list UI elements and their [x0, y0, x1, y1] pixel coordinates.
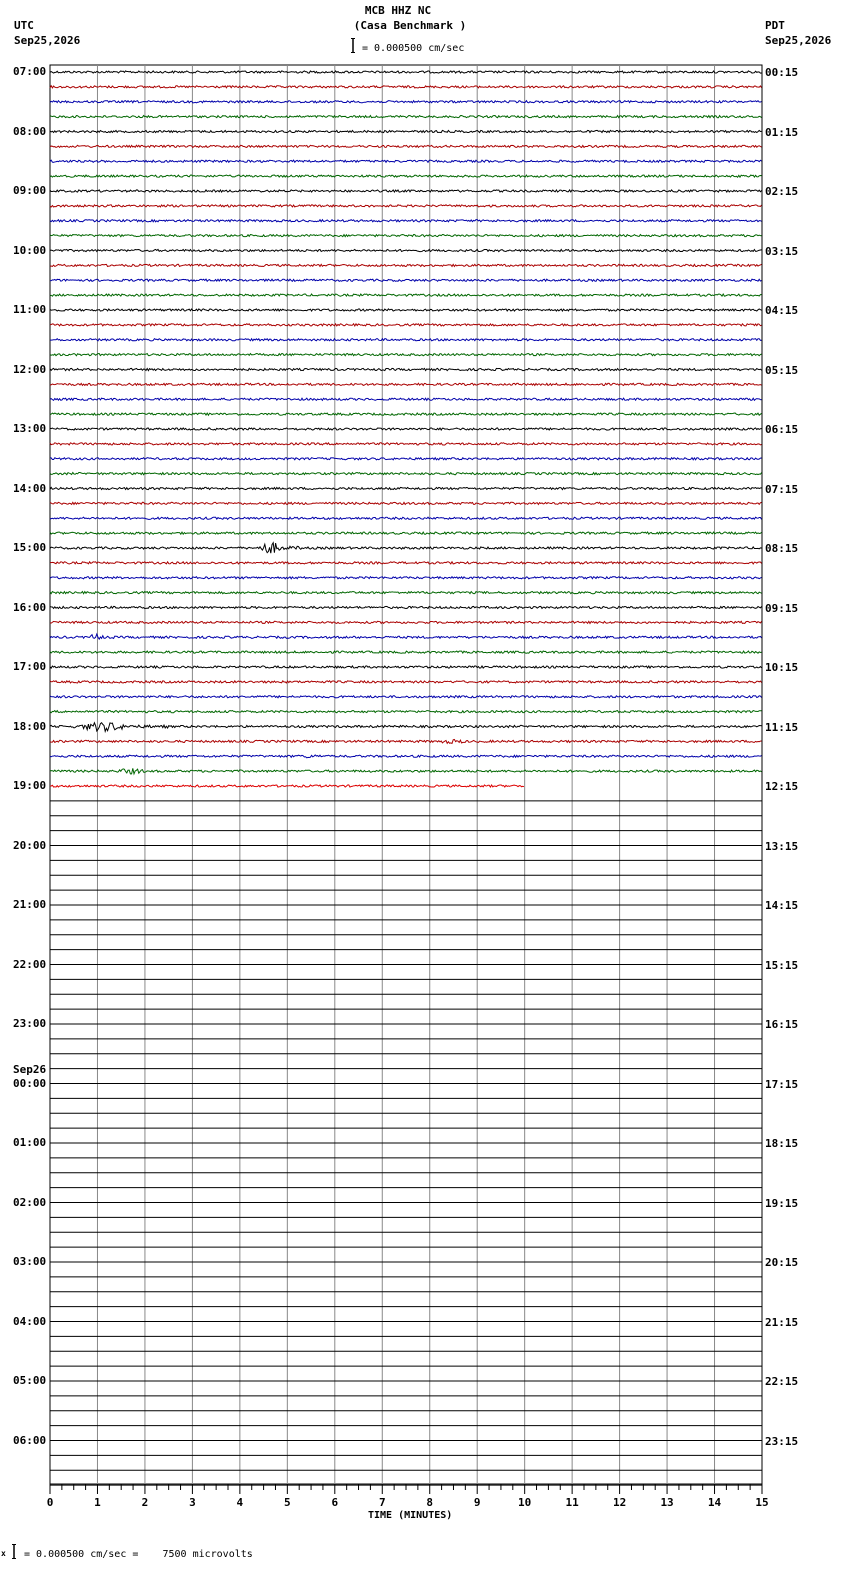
- trace-row: [50, 592, 762, 594]
- trace-row: [50, 205, 762, 207]
- pdt-hour-label: 16:15: [765, 1018, 799, 1031]
- trace-row: [50, 294, 762, 296]
- pdt-hour-label: 08:15: [765, 542, 799, 555]
- trace-row: [50, 517, 762, 519]
- station-site: (Casa Benchmark ): [353, 19, 467, 32]
- trace-row: [50, 249, 762, 251]
- trace-row: [50, 324, 762, 326]
- utc-hour-label: 02:00: [13, 1195, 47, 1209]
- utc-hour-label: 16:00: [13, 600, 47, 614]
- x-tick-label: 3: [189, 1496, 196, 1509]
- x-tick-label: 1: [94, 1496, 101, 1509]
- x-tick-label: 13: [660, 1496, 674, 1509]
- utc-hour-label: 20:00: [13, 838, 47, 852]
- x-tick-label: 9: [473, 1496, 481, 1509]
- trace-row: [50, 354, 762, 356]
- pdt-hour-label: 02:15: [765, 185, 799, 198]
- x-tick-label: 14: [707, 1496, 722, 1509]
- utc-hour-label: 04:00: [13, 1314, 47, 1328]
- utc-hour-label: 09:00: [13, 184, 47, 197]
- utc-hour-label: 14:00: [13, 481, 47, 495]
- pdt-label: PDT: [765, 19, 785, 32]
- x-tick-label: 4: [236, 1496, 244, 1509]
- trace-row: [50, 711, 762, 713]
- utc-hour-label: 07:00: [13, 65, 47, 78]
- trace-row: [50, 502, 762, 504]
- trace-row: [50, 681, 762, 683]
- utc-hour-label: 23:00: [13, 1017, 47, 1030]
- utc-hour-label: 11:00: [13, 303, 47, 316]
- utc-hour-label: 01:00: [13, 1136, 47, 1149]
- trace-row: [50, 130, 762, 132]
- trace-row: [50, 666, 762, 668]
- trace-row: [50, 309, 762, 311]
- trace-row: [50, 532, 762, 534]
- trace-row: [50, 175, 762, 177]
- pdt-hour-label: 19:15: [765, 1196, 799, 1210]
- pdt-hour-label: 23:15: [765, 1434, 799, 1448]
- pdt-hour-label: 03:15: [765, 244, 799, 258]
- x-tick-label: 0: [46, 1496, 54, 1509]
- pdt-hour-label: 13:15: [765, 839, 799, 853]
- trace-row: [50, 279, 762, 281]
- pdt-hour-label: 22:15: [765, 1375, 799, 1388]
- trace-row: [50, 339, 762, 341]
- plot-frame: [50, 65, 762, 1484]
- trace-row: [50, 562, 762, 564]
- utc-hour-label: 00:00: [13, 1076, 47, 1090]
- grid: [50, 65, 762, 1485]
- trace-row: [50, 443, 762, 445]
- trace-row: [50, 651, 762, 653]
- x-tick-label: 8: [426, 1496, 434, 1509]
- trace-row: [50, 487, 762, 489]
- trace-row: [50, 86, 762, 88]
- pdt-hour-label: 00:15: [765, 66, 799, 79]
- pdt-hour-label: 06:15: [765, 423, 799, 436]
- trace-row: [50, 458, 762, 460]
- utc-hour-label: 18:00: [13, 719, 47, 733]
- utc-hour-label: 06:00: [13, 1433, 47, 1447]
- pdt-hour-label: 01:15: [765, 125, 799, 139]
- trace-row: [50, 398, 762, 400]
- pdt-hour-label: 18:15: [765, 1137, 799, 1150]
- traces: [50, 71, 762, 787]
- utc-hour-label: 08:00: [13, 124, 47, 138]
- utc-hour-label: 13:00: [13, 422, 47, 435]
- utc-hour-label: 15:00: [13, 541, 47, 554]
- utc-date-change-label: Sep26: [13, 1062, 47, 1076]
- utc-date: Sep25,2026: [14, 34, 81, 47]
- trace-row: [50, 621, 762, 623]
- x-tick-label: 12: [612, 1496, 627, 1509]
- trace-row: [50, 577, 762, 579]
- trace-row: [50, 723, 762, 732]
- utc-label: UTC: [14, 19, 34, 32]
- x-tick-label: 11: [565, 1496, 579, 1509]
- pdt-hour-label: 20:15: [765, 1256, 799, 1269]
- trace-row: [50, 543, 762, 553]
- x-tick-label: 5: [284, 1496, 291, 1509]
- x-tick-label: 15: [755, 1496, 769, 1509]
- utc-hour-label: 03:00: [13, 1255, 47, 1268]
- trace-row: [50, 190, 762, 192]
- pdt-hour-label: 09:15: [765, 601, 799, 615]
- footer-marker: x: [1, 1549, 6, 1558]
- trace-row: [50, 634, 762, 639]
- trace-row: [50, 413, 762, 415]
- trace-row: [50, 755, 762, 758]
- trace-row: [50, 383, 762, 385]
- x-tick-label: 6: [331, 1496, 339, 1509]
- pdt-hour-label: 14:15: [765, 899, 799, 912]
- x-tick-label: 10: [518, 1496, 532, 1509]
- utc-hour-label: 19:00: [13, 779, 47, 792]
- pdt-hour-label: 11:15: [765, 720, 799, 734]
- x-tick-label: 2: [141, 1496, 149, 1509]
- utc-hour-label: 17:00: [13, 660, 47, 673]
- station-title: MCB HHZ NC: [364, 4, 432, 17]
- utc-hour-label: 05:00: [13, 1374, 47, 1387]
- utc-hour-label: 21:00: [13, 898, 47, 911]
- pdt-hour-label: 10:15: [765, 661, 799, 674]
- trace-row: [50, 264, 762, 266]
- utc-hour-label: 12:00: [13, 362, 47, 376]
- trace-row: [50, 116, 762, 118]
- x-axis-label: TIME (MINUTES): [368, 1510, 453, 1521]
- utc-hour-label: 10:00: [13, 243, 47, 257]
- trace-row: [50, 71, 762, 73]
- pdt-hour-label: 07:15: [765, 482, 799, 496]
- pdt-hour-label: 05:15: [765, 363, 799, 377]
- pdt-date: Sep25,2026: [765, 34, 832, 47]
- footer-scale-note: = 0.000500 cm/sec = 7500 microvolts: [24, 1549, 253, 1560]
- trace-row: [50, 740, 762, 744]
- trace-row: [50, 368, 762, 370]
- trace-row: [50, 235, 762, 237]
- trace-row: [50, 101, 762, 103]
- pdt-hour-label: 21:15: [765, 1315, 799, 1329]
- x-axis: [50, 1484, 762, 1494]
- trace-row: [50, 428, 762, 430]
- trace-row: [50, 220, 762, 222]
- footer-scale-bar-icon: [12, 1544, 17, 1563]
- utc-hour-label: 22:00: [13, 957, 47, 971]
- trace-row: [50, 145, 762, 147]
- pdt-hour-label: 12:15: [765, 780, 799, 793]
- trace-row: [50, 696, 762, 698]
- pdt-hour-label: 15:15: [765, 958, 799, 972]
- trace-row: [50, 160, 762, 162]
- trace-row: [50, 606, 762, 608]
- pdt-hour-label: 17:15: [765, 1077, 799, 1091]
- trace-row: [50, 473, 762, 475]
- scale-label: = 0.000500 cm/sec: [362, 43, 465, 54]
- trace-row: [50, 768, 762, 774]
- pdt-hour-label: 04:15: [765, 304, 799, 317]
- x-tick-label: 7: [378, 1496, 386, 1509]
